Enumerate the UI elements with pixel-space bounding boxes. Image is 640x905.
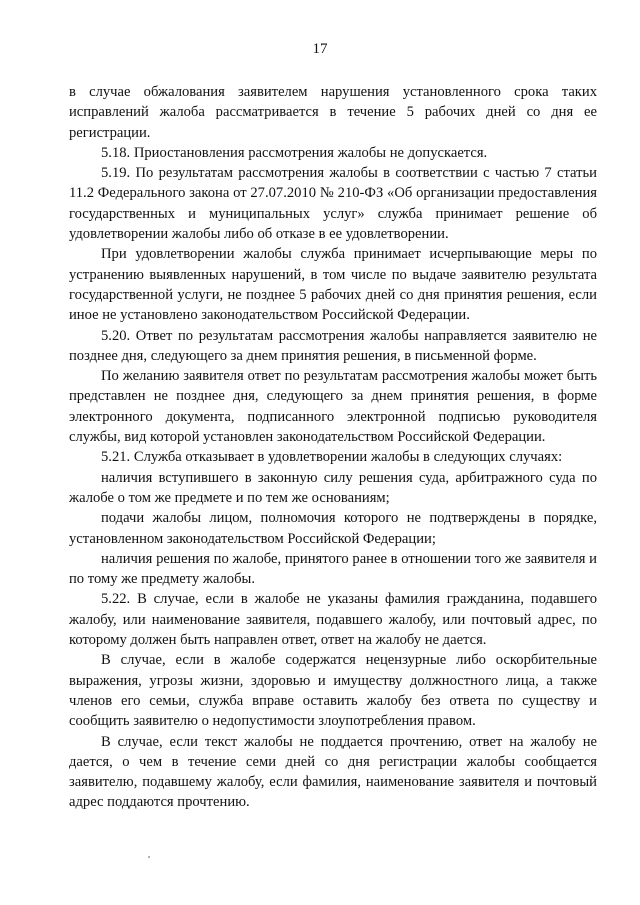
page-number: 17	[312, 41, 328, 57]
paragraph-5-21-refusal: 5.21. Служба отказывает в удовлетворении жалобы в следующих случаях:	[101, 449, 563, 466]
paragraph-refusal-unauthorized: подачи жалобы лицом, полномочия которого не подтверждены в порядке, установленном законодательством Российской Федерации;	[69, 510, 597, 547]
paragraph-complaint-review-deadline: в случае обжалования заявителем нарушения установленного срока таких исправлений жалоба рассматривается в течение 5 рабочих дней со дня ее регистрации.	[69, 84, 597, 141]
paragraph-offensive-content: В случае, если в жалобе содержатся нецензурные либо оскорбительные выражения, угрозы жизни, здоровью и имуществу должностного лица, а также членов его семьи, служба вправе оставить жалобу без ответа по существу и сообщить заявителю о недопустимости злоупотребления правом.	[69, 652, 597, 730]
paragraph-5-18-suspension: 5.18. Приостановления рассмотрения жалобы не допускается.	[101, 144, 488, 161]
paragraph-5-22-no-details: 5.22. В случае, если в жалобе не указаны фамилия гражданина, подавшего жалобу, или наименование заявителя, подавшего жалобу, или почтовый адрес, по которому должен быть направлен ответ, ответ на жалобу не дается.	[69, 591, 597, 649]
paragraph-5-20-response: 5.20. Ответ по результатам рассмотрения жалобы направляется заявителю не позднее дня, следующего за днем принятия решения, в письменной форме.	[69, 327, 597, 364]
paragraph-refusal-prior-decision: наличия решения по жалобе, принятого ранее в отношении того же заявителя и по тому же предмету жалобы.	[69, 550, 597, 588]
paragraph-unreadable-text: В случае, если текст жалобы не поддается прочтению, ответ на жалобу не дается, о чем в течение семи дней со дня регистрации жалобы сообщается заявителю, подавшему жалобу, если фамилия, наименование заявителя и почтовый адрес поддаются прочтению.	[69, 733, 597, 811]
paragraph-refusal-court-decision: наличия вступившего в законную силу решения суда, арбитражного суда по жалобе о том же предмете и по тем же основаниям;	[69, 469, 597, 506]
document-body	[69, 82, 597, 813]
scan-artifact	[148, 856, 150, 858]
paragraph-remedy-measures: При удовлетворении жалобы служба принимает исчерпывающие меры по устранению выявленных нарушений, в том числе по выдаче заявителю результата государственной услуги, не позднее 5 рабочих дней со дня принятия решения, если иное не установлено законодательством Российской Федерации.	[69, 246, 597, 324]
paragraph-electronic-response: По желанию заявителя ответ по результатам рассмотрения жалобы может быть представлен не позднее дня, следующего за днем принятия решения, в форме электронного документа, подписанного электронной подписью руководителя службы, вид которой установлен законодательством Российской Федерации.	[69, 368, 597, 446]
paragraph-5-19-decision: 5.19. По результатам рассмотрения жалобы в соответствии с частью 7 статьи 11.2 Федерального закона от 27.07.2010 № 210-ФЗ «Об организации предоставления государственных и муниципальных услуг» служба принимает решение об удовлетворении жалобы либо об отказе в ее удовлетворении.	[69, 165, 597, 243]
